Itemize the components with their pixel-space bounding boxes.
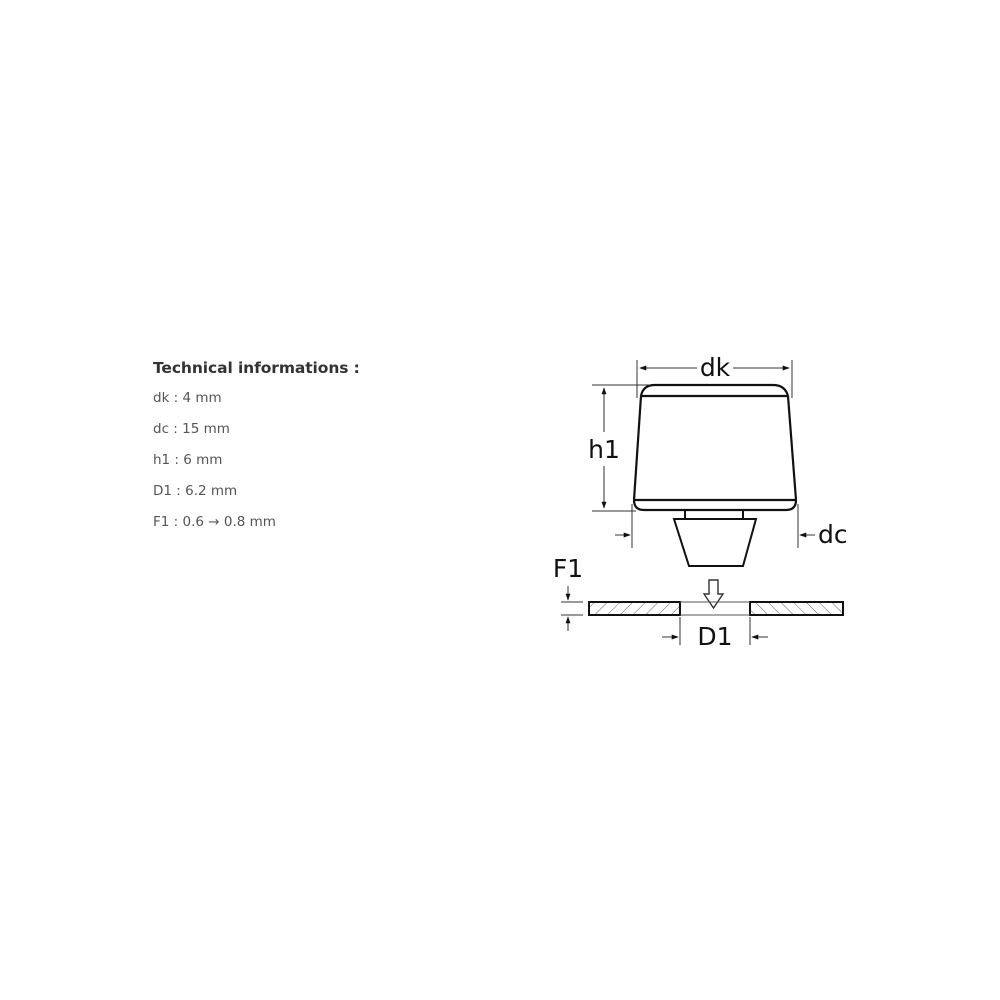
spec-dk: dk : 4 mm: [153, 390, 222, 406]
label-f1: F1: [552, 554, 584, 583]
spec-f1: F1 : 0.6 → 0.8 mm: [153, 514, 276, 530]
spec-dc: dc : 15 mm: [153, 421, 230, 437]
label-dc: dc: [818, 520, 848, 549]
bumper-stem: [674, 510, 756, 566]
technical-info-title: Technical informations :: [153, 359, 360, 377]
bumper-head: [634, 385, 796, 510]
label-h1: h1: [588, 435, 620, 464]
spec-d1: D1 : 6.2 mm: [153, 483, 238, 499]
dimension-f1: [561, 586, 583, 631]
spec-h1: h1 : 6 mm: [153, 452, 223, 468]
label-d1: D1: [697, 622, 733, 651]
insert-direction-arrow-icon: [704, 580, 723, 608]
label-dk: dk: [699, 353, 731, 382]
